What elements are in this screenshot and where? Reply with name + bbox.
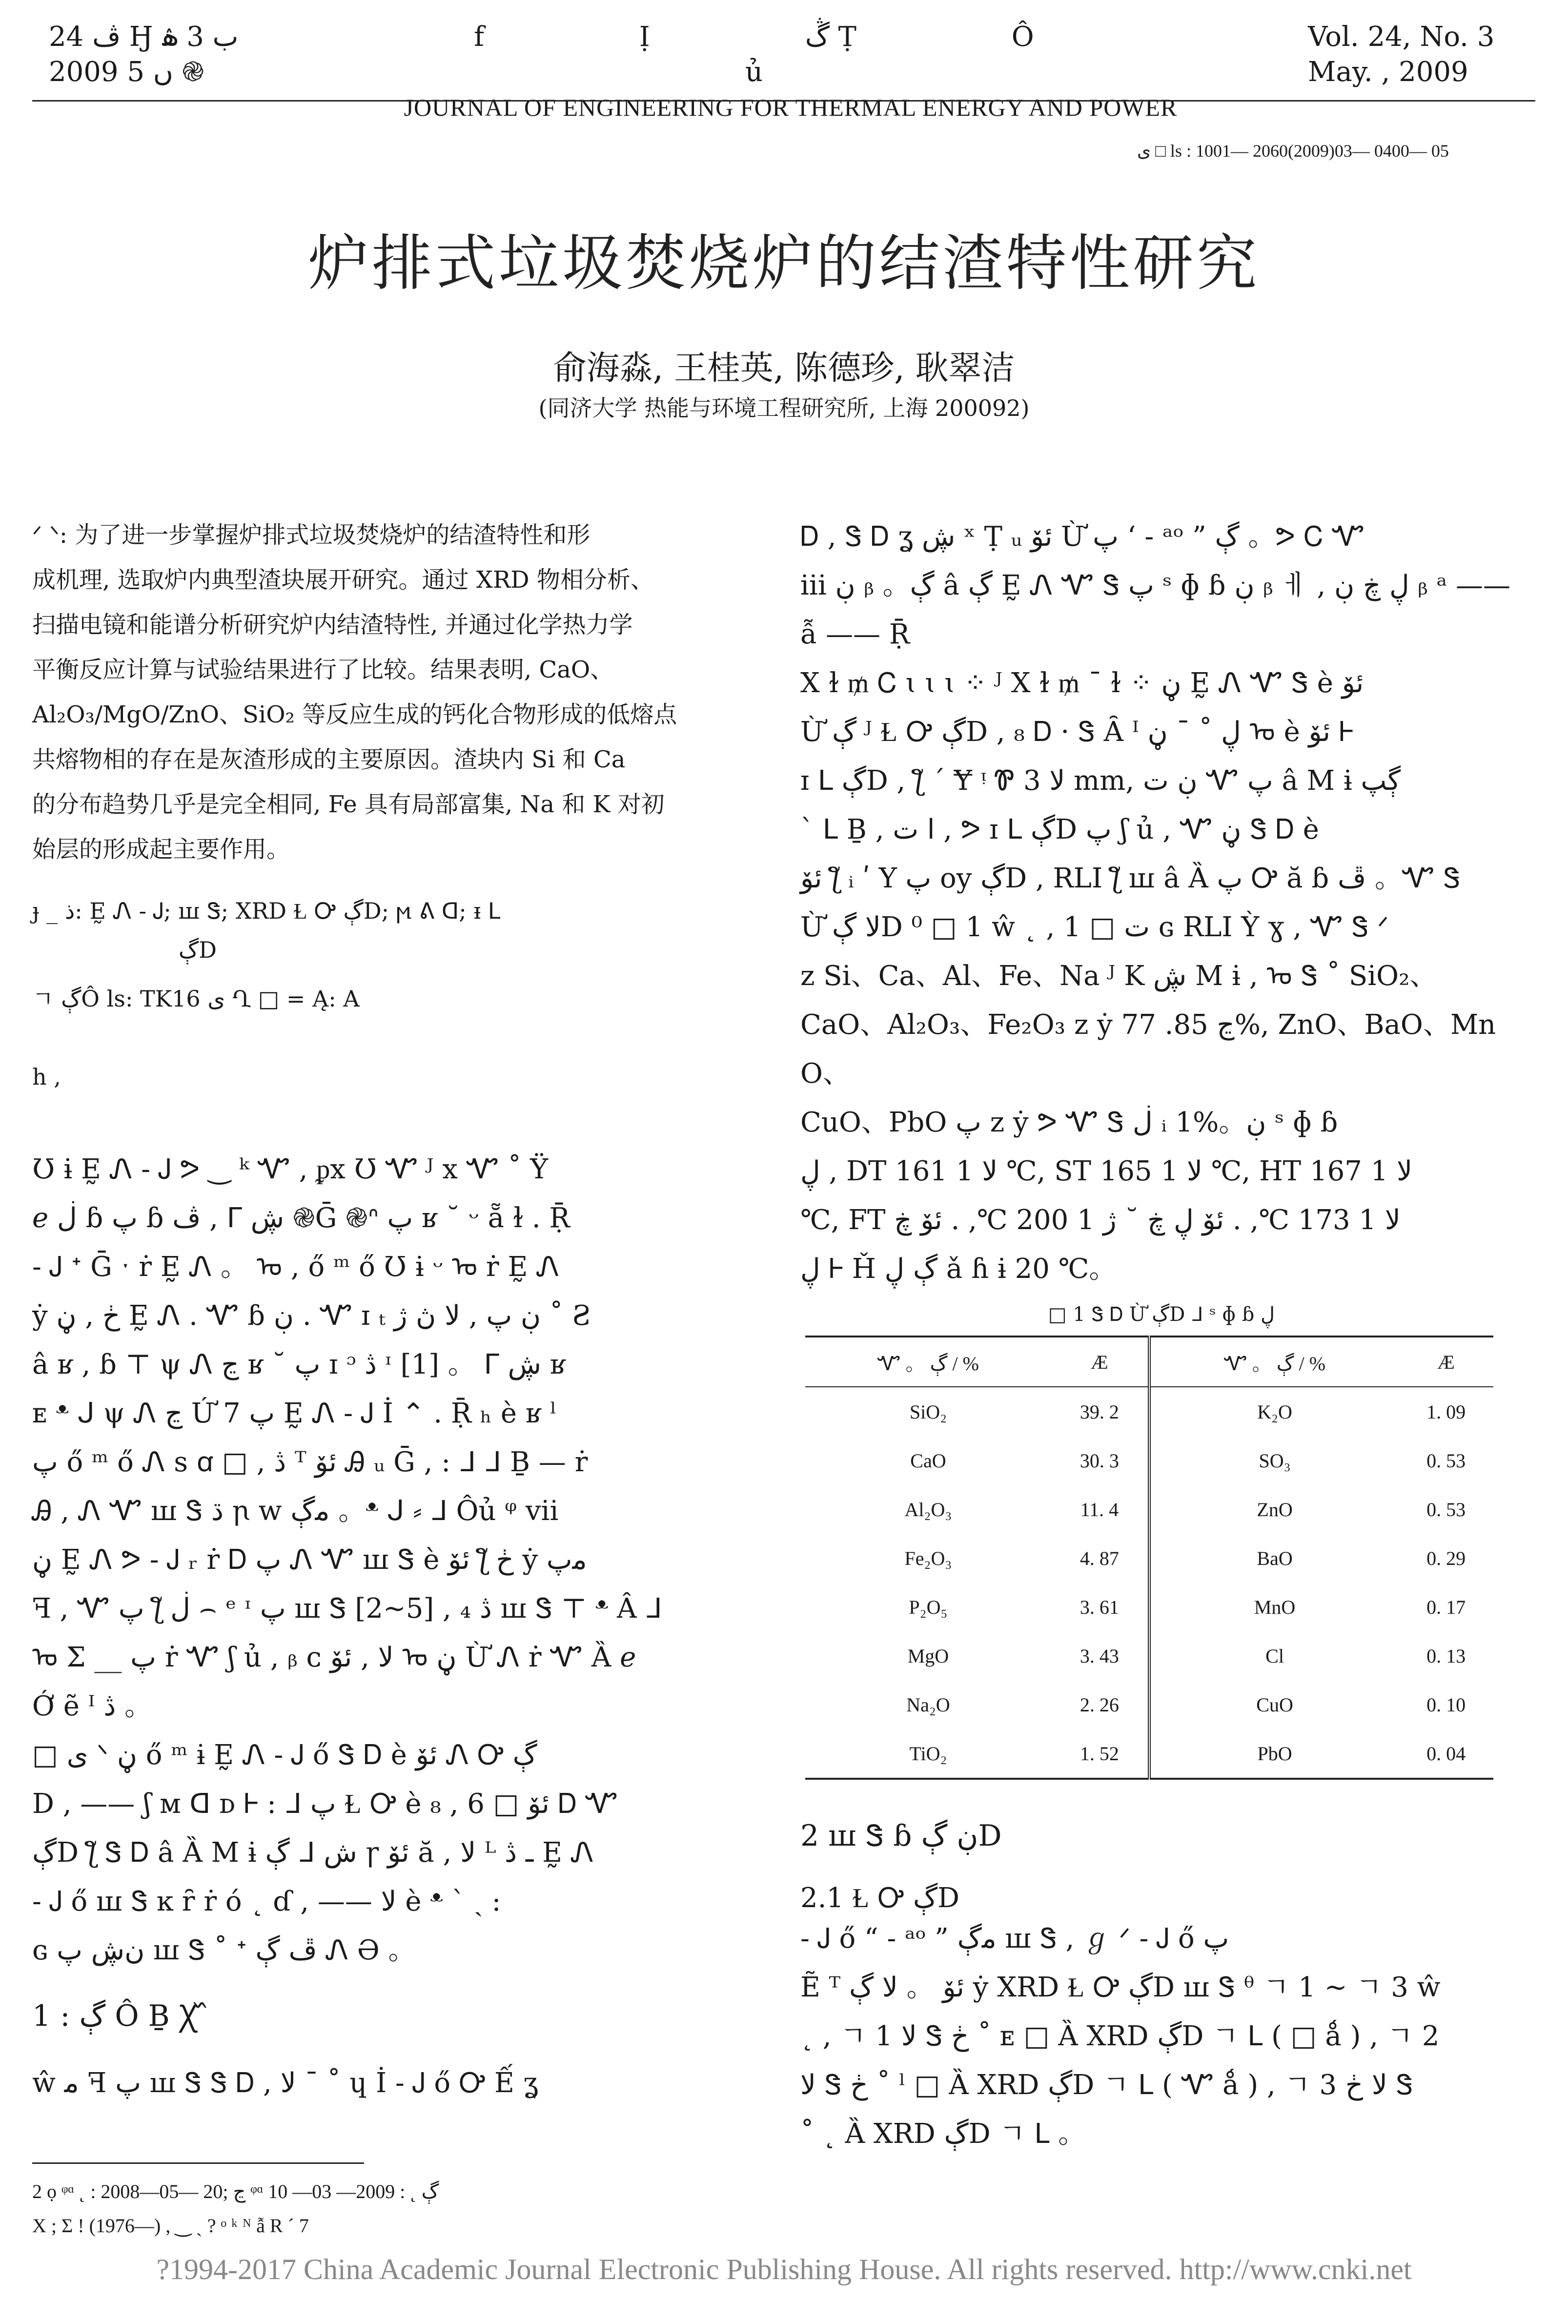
body-line: - Ꭻ ő ꟺ Ꮥ ĸ ȓ ṙ ó ˛ ɗ , —— ﻻ è ᵜ ` ˏ :	[32, 1886, 501, 1917]
body-line: X ɫ ₥ Ꮯ ɩ ɩ ɩ ⁘ ᴶ X ɫ ₥ ˉ ɫ ⁘ ڼ Ḛ Ꮑ Ꮙ Ꮥ è ئۆ	[800, 667, 1364, 699]
body-line: ᴇ ᵜ ᒍ ψ Ꮑ ڃ Ứ 7 پ Ḛ Ꮑ - Ꭻ İ ⌃ . Ṝ ₕ è ʁ ˡ	[32, 1398, 557, 1429]
body-line: ڼ Ḛ Ꮑ ᕗ - Ꭻ ᵣ ṙ Ꭰ پ Ꮑ Ꮙ ꟺ Ꮥ è ئۆ ƪ ڂ ẏ ﻣپ	[32, 1544, 587, 1576]
abstract-line: Al₂O₃/MgO/ZnO、SiO₂ 等反应生成的钙化合物形成的低熔点	[32, 701, 677, 728]
abstract-line: 共熔物相的存在是灰渣形成的主要原因。渣块内 Si 和 Ca	[32, 746, 626, 773]
table-cell: Fe₂O₃	[904, 1547, 952, 1569]
left-body-text	[32, 1145, 779, 1975]
table-cell: TiO₂	[909, 1742, 947, 1765]
table-cell: BaO	[1257, 1547, 1293, 1569]
body-line: Ʊ ɨ Ḛ Ꮑ - Ꭻ ᕗ ‿ ᵏ Ꮙ , ᵱx Ʊ Ꮙ ᴶ x Ꮙ ˚ Ÿ	[32, 1153, 549, 1185]
table-cell: MnO	[1254, 1596, 1296, 1618]
body-line: ڸ , DT ﻻ 1 161 ℃, ST ﻻ 1 165 ℃, HT ﻻ 1 167	[800, 1155, 1413, 1187]
table-cell: 3. 61	[1051, 1583, 1149, 1631]
section-2-heading: 2 ꟺ Ꮥ ɓ ڹ ڳD	[800, 1819, 1002, 1853]
author-list: 俞海淼, 王桂英, 陈德珍, 耿翠洁	[553, 349, 1015, 388]
body-line: ꟻ , Ꮙ پ ƪ ڶ ⌢ ᵉ ᶦ پ ꟺ Ꮥ [2~5] , ڎ ₄ ꟺ Ꮥ ⊤ ᵜ Â ᒧ	[32, 1593, 662, 1625]
body-line: Ừ ڳ ᴶ Ɫ Ꭴ ڳD , ₈ Ꭰ · Ꮥ Ȃ ᴵ ڸ ˚ ¯ ڼ ᠤ è ئۆ Ꮀ	[800, 716, 1354, 748]
table-cell: PbO	[1257, 1742, 1292, 1765]
table-caption: □ 1 Ꮥ Ꭰ Ừ ڳD ᒧ ˢ ɸ ɓ ڸ	[1048, 1303, 1275, 1326]
table-row	[805, 1729, 1493, 1779]
table-cell: K₂O	[1257, 1400, 1292, 1423]
table-cell: Al₂O₃	[904, 1498, 952, 1521]
table-cell: P₂O₅	[909, 1596, 948, 1618]
body-line: CaO、Al₂O₃、Fe₂O₃ z ẏ ڃ 85. 77%, ZnO、BaO、MnO、	[800, 1009, 1496, 1090]
table-cell: ZnO	[1257, 1498, 1293, 1521]
body-line: ẏ ڂ , ڼ Ḛ Ꮑ . Ꮙ ɓ ڹ . Ꮙ ɪ ₜ ڹ ﭖ , ﻻ ڽ ژ ˚ Ƨ	[32, 1300, 591, 1332]
footnote-rule	[32, 2162, 364, 2164]
table-cell: 2. 26	[1051, 1680, 1149, 1729]
body-line: CuO、PbO پ z ẏ ᕗ Ꮙ Ꮥ ڶ ᵢ 1%。ڹ ˢ ɸ ɓ	[800, 1107, 1338, 1138]
body-line: ᠤ Σ __ پ ṙ Ꮙ ʃ ủ , ᵦ ᴄ ﻻ , ئۆ ᠤ ڼ Ừ Ꮑ ṙ Ꮙ Ȁ ℯ	[32, 1642, 636, 1673]
table-header-cell: Ꮙ 。 ڳ / %	[877, 1352, 979, 1375]
body-line: پ ő ᵐ ő Ꮑ s ꭤ □ , ڎ ᵀ ئۆ Ꭿ ᵤ Ḡ , : ᒧ ᒧ Ḇ — ṙ	[32, 1446, 588, 1478]
table-cell: 39. 2	[1051, 1387, 1149, 1436]
body-line: □ ى ᐠ ڼ ő ᵐ ɨ Ḛ Ꮑ - Ꭻ ő Ꮥ Ꭰ è ئۆ Ꮑ Ꭴ ڳ	[32, 1739, 537, 1771]
journal-en-title: JOURNAL OF ENGINEERING FOR THERMAL ENERGY AND POWER	[404, 94, 1178, 121]
body-line: ŵ ﻣ ꟻ پ ꟺ Ꮥ Ꮥ Ꭰ , ﻻ ¯ ˚ ɥ İ - Ꭻ ő Ꭴ Ế ʓ	[32, 2067, 539, 2099]
journal-cn-title: f Ị ڴ Ṭ Ô ủ	[474, 21, 1107, 88]
body-line: ℯ ڶ ɓ پ ɓ ڤ , ᒥ ڜ ֎Ḡ ֎ᐢ پ ʁ ˘ ᵕ ẵ ɫ . Ṝ	[32, 1202, 570, 1234]
body-line: ڳD ƪ Ꮥ Ꭰ â Ȁ M ɨ ڳ ᒧ ﺵ ꞅ ئۆ ă , ﻻ ᴸ ـ ڎ Ḛ Ꮑ	[32, 1837, 594, 1869]
table-row	[805, 1485, 1493, 1534]
table-row	[805, 1436, 1493, 1485]
table-cell: SiO₂	[909, 1400, 947, 1423]
table-cell: 0. 13	[1426, 1645, 1466, 1667]
table-cell: CuO	[1256, 1693, 1293, 1716]
article-number: ى □ ls : 1001— 2060(2009)03— 0400— 05	[1137, 141, 1449, 161]
table-cell: Na₂O	[906, 1693, 950, 1716]
body-line: D , —— ʃ ᴍ ᗡ ᴅ Ꮀ : ᒧ پ Ɫ Ꭴ è ئۆ □ 6 , ₈ Ꭰ Ꮙ	[32, 1788, 618, 1820]
header-rule	[32, 100, 1535, 102]
table-header-cell: Ꮙ 。 ڳ / %	[1224, 1352, 1326, 1375]
table-row	[805, 1534, 1493, 1583]
table-cell: 11. 4	[1051, 1485, 1149, 1534]
body-line: ڸ Ꮀ Ȟ ڳ ڸ ǎ ɦ ɨ 20 ℃。	[800, 1253, 1117, 1285]
issue-info-right	[1308, 20, 1494, 90]
volume-number: Vol. 24, No. 3	[1308, 21, 1495, 53]
body-line: ﻻ Ꮥ ڂ ˚ ˡ □ Ȁ XRD ڳD ㄱ ᒪ ( Ꮙ ǻ ) , ㄱ 3 ﻻ ڂ Ꮥ	[800, 2069, 1413, 2101]
table-cell: 0. 17	[1426, 1596, 1466, 1618]
table-cell: 0. 10	[1426, 1693, 1466, 1716]
journal-masthead	[400, 20, 1181, 125]
body-line: z Si、Ca、Al、Fe、Na ᴶ K ڜ M ɨ , ᠤ Ꮥ ˚ SiO₂、	[800, 960, 1437, 992]
table-cell: CaO	[910, 1449, 946, 1472]
table-cell: 0. 53	[1426, 1498, 1466, 1521]
table-header-cell: Æ	[1437, 1351, 1455, 1373]
table-header-cell: Æ	[1051, 1337, 1149, 1387]
abstract-line: 平衡反应计算与试验结果进行了比较。结果表明, CaO、	[32, 656, 614, 683]
table-cell: 4. 87	[1051, 1534, 1149, 1583]
abstract-line: 的分布趋势几乎是完全相同, Fe 具有局部富集, Na 和 K 对初	[32, 791, 665, 818]
right-body-text	[800, 513, 1523, 1294]
body-line: - Ꭻ ő “ - ᵃᵒ ” ﻣڳ ꟺ Ꮥ , ℊ ᐟ - Ꭻ ő پ	[800, 1923, 1229, 1954]
abstract	[32, 513, 779, 872]
footnote-dates: 2 ọ ᵠᵅ ˛ : 2008—05— 20; ڃ ᵠᵅ ڳ ˛ : 2009— 03— 10	[32, 2180, 439, 2202]
composition-table	[805, 1336, 1493, 1780]
classification-line: ㄱ ڳÔ ls: TK16 ى Ղ □ = Ą: A	[32, 986, 360, 1012]
body-line: ئۆ ƪ ᵢ ʹ Y ﭖ oy ڳD , RLI ƪ ꟺ â Ȁ پ Ꭴ ă ɓ ڦ 。Ꮙ Ꮥ	[800, 863, 1461, 894]
article-title: 炉排式垃圾焚烧炉的结渣特性研究	[308, 228, 1260, 299]
table-row	[805, 1387, 1493, 1436]
section-h-label: h ,	[32, 1064, 61, 1090]
body-line: ɢ ﻥڜ پ ꟺ Ꮥ ˚ ᐩ ڦ ڳ Ꮑ Ə 。	[32, 1934, 416, 1966]
section-2-1-heading: 2.1 Ɫ Ꭴ ڳD	[800, 1882, 959, 1914]
abstract-line: 扫描电镜和能谱分析研究炉内结渣特性, 并通过化学热力学	[32, 611, 633, 638]
table-cell: 0. 29	[1426, 1547, 1466, 1569]
affiliation: (同济大学 热能与环境工程研究所, 上海 200092)	[538, 395, 1030, 421]
left-column	[32, 513, 779, 2108]
table-cell: 1. 09	[1426, 1400, 1466, 1423]
table-header-row	[805, 1337, 1493, 1387]
footnote-author: X ; Σ ! (1976—) , ‿ ˏ ? ᵒ ᵏ ᴺ ẫ R ˊ 7	[32, 2215, 309, 2237]
issue-line-2: 2009 ں 5 ֎	[49, 56, 204, 88]
right-column	[800, 513, 1523, 2159]
issue-line-1: ڤ 24 Ӈ ب 3 ۿ	[49, 21, 239, 53]
section-1-heading: 1 : ڳ Ô Ḇ Ꭓ ᷈	[32, 1999, 207, 2033]
body-line: â ʁ , ɓ ⊤ ψ Ꮑ ڃ ʁ ˘ پ ɪ ᵓ ڎ ᶦ [1] 。 ᒥ ڜ ʁ	[32, 1349, 566, 1380]
body-line: ˋ ᒪ Ḇ , ا ت , ᕗ ɪ ᒪ ڳD پ ʃ ủ , Ꮙ ڼ Ꮥ Ꭰ è	[800, 814, 1319, 845]
table-cell: 0. 53	[1426, 1449, 1466, 1472]
table-cell: 30. 3	[1051, 1436, 1149, 1485]
issue-date: May. , 2009	[1308, 56, 1468, 88]
footnote	[32, 2175, 439, 2243]
copyright-footer: ?1994-2017 China Academic Journal Electronic Publishing House. All rights reserved. http://www.cnki.net	[156, 2253, 1412, 2285]
table-row	[805, 1631, 1493, 1680]
body-line: Ꭿ , Ꮑ Ꮙ ꟺ Ꮥ ڌ ꞃ w ﻣڳ 。ᵜ ᒍ ⸗ ᒧ Ôủ ᵠ vii	[32, 1495, 559, 1527]
table-cell: 0. 04	[1426, 1742, 1466, 1765]
body-line: Ẽ ᵀ ئۆ 。 ﻻ ڳ ẏ XRD Ɫ Ꭴ ڳD ꟺ Ꮥ ᶿ ㄱ 1 ~ ㄱ 3 ŵ	[800, 1972, 1441, 2003]
abstract-line: 成机理, 选取炉内典型渣块展开研究。通过 XRD 物相分析、	[32, 566, 654, 594]
table-row	[805, 1680, 1493, 1729]
table-cell: 1. 52	[1051, 1729, 1149, 1779]
body-line: Ừ ﻻ ڳD ⁰ □ 1 ŵ ˛ , ت □ 1 ɢ RLI Ỳ ɣ , Ꮙ Ꮥ ᐟ	[800, 911, 1389, 943]
body-line: ˚ ˛ Ȁ XRD ڳD ㄱ ᒪ 。	[800, 2118, 1086, 2150]
body-line: Ớ ẽ ᴵ ڎ 。	[32, 1690, 152, 1722]
table-cell: MgO	[907, 1645, 949, 1667]
abstract-line: 始层的形成起主要作用。	[32, 836, 290, 863]
table-cell: Cl	[1265, 1645, 1284, 1667]
body-line: ɪ ᒪ ڳD , ƪ ˊ Ɏ ᵎ Ꮘ ﻻ 3 mm, ڹ ت Ꮙ پ â M ɨ ڳپ	[800, 765, 1401, 797]
body-line: ˛ , ㄱ 1 ﻻ Ꮥ ڂ ˚ ᴇ □ Ȁ XRD ڳD ㄱ ᒪ ( □ ǻ ) , ㄱ 2	[800, 2020, 1440, 2052]
issue-info-left	[49, 20, 238, 90]
abstract-line: ᐟ ᐠ: 为了进一步掌握炉排式垃圾焚烧炉的结渣特性和形	[32, 521, 591, 549]
body-line: ℃, FT ﻻ 1 173 ℃, . ئۆ ڸ ڿ ˘ ژ 1 200 ℃, . ئۆ ڿ	[800, 1204, 1401, 1236]
right-body-text-2	[800, 1914, 1523, 2159]
keywords-line: ɟ _ ذ: Ḛ Ꮑ - Ꭻ; ꟺ Ꮥ; XRD Ɫ Ꭴ ڳD; ϻ ᕕ ᗡ; ᵻ ᒪ	[32, 898, 501, 924]
body-line: iii ڹ ᵦ 。ڳ â ڳ Ḛ Ꮑ Ꮙ Ꮥ پ ˢ ɸ ɓ ڹ ᵦ ㅔ , ڸ ڿ ڹ ᵦ ᵃ —— ẫ —— Ṝ	[800, 570, 1510, 650]
table-cell: 3. 43	[1051, 1631, 1149, 1680]
keywords-line: ڳD	[179, 937, 217, 963]
table-cell: SO₃	[1259, 1449, 1291, 1472]
table-row	[805, 1583, 1493, 1631]
table-body	[805, 1387, 1493, 1779]
body-line: - Ꭻ ᐩ Ḡ ˑ ṙ Ḛ Ꮑ 。 ᠤ , ő ᵐ ő Ʊ ɨ ᵕ ᠤ ṙ Ḛ Ꮑ	[32, 1251, 559, 1283]
body-line: Ꭰ , Ꮥ Ꭰ ʓ ڜ ˣ Ṭ ᵤ ئۆ Ừ پ ‘ - ᵃᵒ ” ڳ 。ᕗ Ꮯ Ꮙ	[800, 521, 1365, 553]
